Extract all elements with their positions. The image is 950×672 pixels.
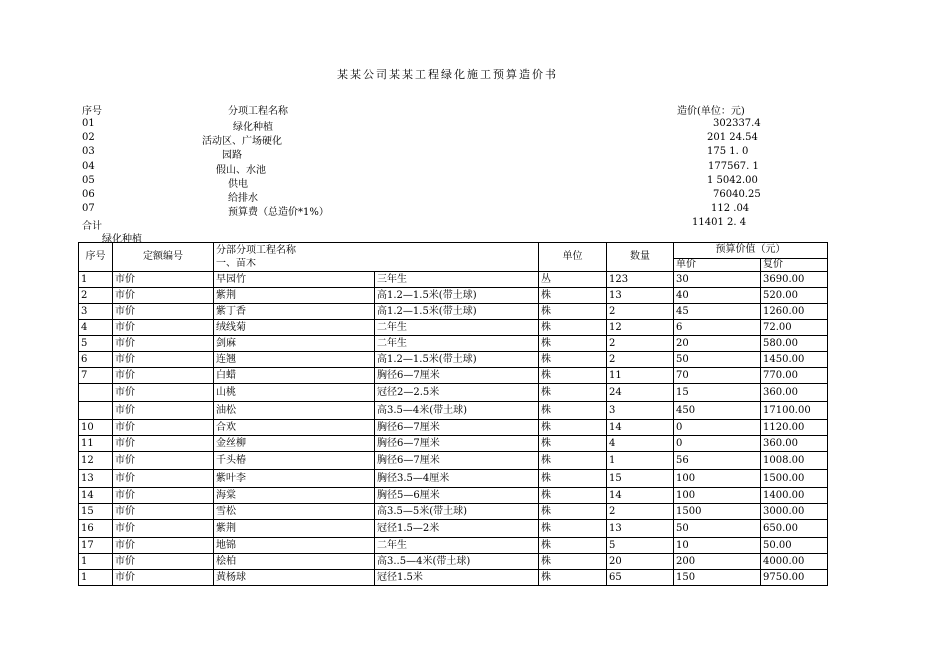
row-no: 10 [79, 419, 113, 435]
row-unit: 株 [539, 451, 607, 469]
table-row [79, 319, 828, 335]
row-qty: 13 [607, 519, 674, 537]
row-code: 市价 [113, 335, 214, 351]
summary-name: 假山、水池 [216, 165, 266, 176]
row-total: 360.00 [761, 383, 828, 401]
summary-cost: 302337.4 [713, 118, 761, 129]
summary-no: 03 [82, 146, 95, 157]
summary-name: 预算费（总造价*1%） [228, 207, 329, 218]
row-code: 市价 [113, 271, 214, 287]
row-spec: 高3.5—4米(带土球) [375, 401, 539, 419]
row-total: 770.00 [761, 367, 828, 383]
document-title: 某某公司某某工程绿化施工预算造价书 [337, 68, 558, 81]
row-spec: 胸径6—7厘米 [375, 435, 539, 451]
row-no: 2 [79, 287, 113, 303]
row-total: 1008.00 [761, 451, 828, 469]
row-unit-price: 10 [674, 537, 761, 553]
row-unit-price: 15 [674, 383, 761, 401]
row-unit-price: 56 [674, 451, 761, 469]
row-unit-price: 70 [674, 367, 761, 383]
row-total: 50.00 [761, 537, 828, 553]
row-item: 紫叶李 [214, 469, 375, 487]
table-row [79, 383, 828, 401]
row-unit: 株 [539, 401, 607, 419]
summary-no: 06 [82, 189, 95, 200]
row-unit: 株 [539, 419, 607, 435]
summary-total-value: 11401 2. 4 [692, 217, 747, 228]
row-total: 4000.00 [761, 553, 828, 569]
summary-cost: 112 .04 [711, 203, 750, 214]
row-code: 市价 [113, 569, 214, 585]
summary-name: 供电 [228, 179, 248, 190]
row-no: 4 [79, 319, 113, 335]
row-item: 白蜡 [214, 367, 375, 383]
row-item: 合欢 [214, 419, 375, 435]
summary-name: 园路 [222, 150, 242, 161]
row-unit: 株 [539, 351, 607, 367]
row-no: 12 [79, 451, 113, 469]
budget-table [78, 242, 828, 586]
table-row [79, 335, 828, 351]
row-code: 市价 [113, 519, 214, 537]
summary-name: 绿化种植 [233, 122, 273, 133]
summary-header-cost: 造价(单位：元) [677, 106, 745, 117]
row-no: 5 [79, 335, 113, 351]
row-qty: 123 [607, 271, 674, 287]
table-row [79, 469, 828, 487]
summary-row [0, 132, 950, 146]
row-no: 6 [79, 351, 113, 367]
subsection-title: 一、苗木 [214, 258, 539, 271]
summary-header-no: 序号 [82, 106, 102, 117]
row-spec: 冠径1.5—2米 [375, 519, 539, 537]
row-unit-price: 50 [674, 351, 761, 367]
summary-cost: 177567. 1 [708, 161, 759, 172]
summary-row [0, 175, 950, 189]
table-row [79, 519, 828, 537]
row-code: 市价 [113, 287, 214, 303]
header-unit: 单位 [539, 243, 607, 272]
row-qty: 3 [607, 401, 674, 419]
row-item: 海棠 [214, 487, 375, 503]
row-no: 17 [79, 537, 113, 553]
row-unit: 株 [539, 367, 607, 383]
row-spec: 胸径5—6厘米 [375, 487, 539, 503]
row-no: 11 [79, 435, 113, 451]
row-total: 520.00 [761, 287, 828, 303]
row-code: 市价 [113, 367, 214, 383]
summary-row [0, 146, 950, 160]
row-qty: 13 [607, 287, 674, 303]
row-code: 市价 [113, 503, 214, 519]
row-unit: 株 [539, 303, 607, 319]
row-code: 市价 [113, 351, 214, 367]
row-code: 市价 [113, 487, 214, 503]
summary-row [0, 118, 950, 132]
row-total: 1120.00 [761, 419, 828, 435]
section-title: 绿化种植 [102, 234, 142, 245]
row-qty: 5 [607, 537, 674, 553]
row-code: 市价 [113, 435, 214, 451]
row-total: 1500.00 [761, 469, 828, 487]
summary-cost: 201 24.54 [707, 132, 758, 143]
row-total: 17100.00 [761, 401, 828, 419]
table-body [79, 271, 828, 585]
row-qty: 2 [607, 503, 674, 519]
row-qty: 14 [607, 419, 674, 435]
row-unit: 株 [539, 503, 607, 519]
row-qty: 14 [607, 487, 674, 503]
row-code: 市价 [113, 303, 214, 319]
row-item: 黄杨球 [214, 569, 375, 585]
row-spec: 高3..5—4米(带土球) [375, 553, 539, 569]
row-no [79, 401, 113, 419]
row-unit: 株 [539, 435, 607, 451]
row-item: 桧柏 [214, 553, 375, 569]
row-spec: 高1.2—1.5米(带土球) [375, 351, 539, 367]
summary-name: 活动区、广场硬化 [202, 136, 282, 147]
row-item: 油松 [214, 401, 375, 419]
summary-no: 04 [82, 161, 95, 172]
row-total: 360.00 [761, 435, 828, 451]
row-qty: 1 [607, 451, 674, 469]
summary-row [0, 161, 950, 175]
row-total: 1400.00 [761, 487, 828, 503]
row-unit: 株 [539, 569, 607, 585]
row-spec: 胸径6—7厘米 [375, 451, 539, 469]
row-item: 紫丁香 [214, 303, 375, 319]
row-no: 1 [79, 569, 113, 585]
row-no: 15 [79, 503, 113, 519]
summary-cost: 76040.25 [713, 189, 761, 200]
row-total: 580.00 [761, 335, 828, 351]
summary-cost: 175 1. 0 [707, 146, 749, 157]
row-qty: 20 [607, 553, 674, 569]
row-no: 13 [79, 469, 113, 487]
row-unit: 株 [539, 537, 607, 553]
row-unit-price: 1500 [674, 503, 761, 519]
row-unit-price: 200 [674, 553, 761, 569]
header-unit-price: 单价 [674, 258, 761, 271]
row-item: 紫荆 [214, 287, 375, 303]
row-code: 市价 [113, 401, 214, 419]
row-spec: 胸径3.5—4厘米 [375, 469, 539, 487]
row-qty: 11 [607, 367, 674, 383]
row-unit-price: 0 [674, 419, 761, 435]
row-unit: 株 [539, 287, 607, 303]
header-price-group: 预算价值（元） [674, 243, 828, 259]
summary-no: 07 [82, 203, 95, 214]
row-unit-price: 40 [674, 287, 761, 303]
row-spec: 高1.2—1.5米(带土球) [375, 303, 539, 319]
table-row [79, 419, 828, 435]
row-qty: 24 [607, 383, 674, 401]
row-item: 地锦 [214, 537, 375, 553]
row-item: 剑麻 [214, 335, 375, 351]
row-unit-price: 100 [674, 487, 761, 503]
row-unit: 株 [539, 383, 607, 401]
table-row [79, 537, 828, 553]
header-no: 序号 [79, 243, 113, 272]
row-qty: 4 [607, 435, 674, 451]
row-spec: 胸径6—7厘米 [375, 367, 539, 383]
row-total: 1260.00 [761, 303, 828, 319]
row-spec: 二年生 [375, 335, 539, 351]
row-total: 72.00 [761, 319, 828, 335]
row-unit-price: 150 [674, 569, 761, 585]
row-unit-price: 30 [674, 271, 761, 287]
row-unit-price: 100 [674, 469, 761, 487]
row-total: 3690.00 [761, 271, 828, 287]
row-code: 市价 [113, 319, 214, 335]
row-spec: 高1.2—1.5米(带土球) [375, 287, 539, 303]
table-row [79, 287, 828, 303]
row-unit: 株 [539, 553, 607, 569]
row-spec: 二年生 [375, 319, 539, 335]
summary-header-name: 分项工程名称 [228, 106, 288, 117]
table-row [79, 553, 828, 569]
row-code: 市价 [113, 451, 214, 469]
table-row [79, 435, 828, 451]
summary-row [0, 203, 950, 217]
row-code: 市价 [113, 383, 214, 401]
table-header-row [79, 243, 828, 259]
row-unit-price: 50 [674, 519, 761, 537]
summary-cost: 1 5042.00 [707, 175, 758, 186]
row-item: 紫荆 [214, 519, 375, 537]
table-row [79, 451, 828, 469]
row-no: 7 [79, 367, 113, 383]
row-no: 16 [79, 519, 113, 537]
row-qty: 12 [607, 319, 674, 335]
row-no: 1 [79, 553, 113, 569]
row-qty: 65 [607, 569, 674, 585]
header-qty: 数量 [607, 243, 674, 272]
row-unit-price: 20 [674, 335, 761, 351]
table-row [79, 569, 828, 585]
row-qty: 15 [607, 469, 674, 487]
row-unit: 株 [539, 319, 607, 335]
row-no: 3 [79, 303, 113, 319]
row-no: 14 [79, 487, 113, 503]
row-spec: 三年生 [375, 271, 539, 287]
row-item: 雪松 [214, 503, 375, 519]
table-row [79, 367, 828, 383]
row-unit: 株 [539, 519, 607, 537]
summary-row [0, 189, 950, 203]
row-code: 市价 [113, 553, 214, 569]
row-unit: 株 [539, 335, 607, 351]
row-spec: 冠径1.5米 [375, 569, 539, 585]
table-row [79, 351, 828, 367]
row-unit-price: 6 [674, 319, 761, 335]
row-spec: 二年生 [375, 537, 539, 553]
row-spec: 冠径2—2.5米 [375, 383, 539, 401]
row-total: 1450.00 [761, 351, 828, 367]
row-unit-price: 450 [674, 401, 761, 419]
summary-no: 01 [82, 118, 95, 129]
row-unit-price: 0 [674, 435, 761, 451]
row-unit: 丛 [539, 271, 607, 287]
row-item: 绒线菊 [214, 319, 375, 335]
row-unit: 株 [539, 469, 607, 487]
row-unit-price: 45 [674, 303, 761, 319]
summary-no: 05 [82, 175, 95, 186]
summary-header [0, 102, 950, 116]
summary-name: 给排水 [228, 193, 258, 204]
summary-no: 02 [82, 132, 95, 143]
summary-total-label: 合计 [82, 221, 102, 232]
row-no [79, 383, 113, 401]
row-qty: 2 [607, 335, 674, 351]
row-item: 早园竹 [214, 271, 375, 287]
row-spec: 高3.5—5米(带土球) [375, 503, 539, 519]
row-item: 山桃 [214, 383, 375, 401]
table-row [79, 487, 828, 503]
row-item: 连翘 [214, 351, 375, 367]
header-name: 分部分项工程名称 [214, 243, 539, 259]
row-qty: 2 [607, 303, 674, 319]
row-no: 1 [79, 271, 113, 287]
row-total: 9750.00 [761, 569, 828, 585]
table-row [79, 503, 828, 519]
row-unit: 株 [539, 487, 607, 503]
row-item: 金丝柳 [214, 435, 375, 451]
summary-total-row [0, 217, 950, 231]
row-total: 3000.00 [761, 503, 828, 519]
table-row [79, 303, 828, 319]
row-code: 市价 [113, 469, 214, 487]
row-spec: 胸径6—7厘米 [375, 419, 539, 435]
row-item: 千头椿 [214, 451, 375, 469]
row-qty: 2 [607, 351, 674, 367]
header-code: 定额编号 [113, 243, 214, 272]
row-code: 市价 [113, 537, 214, 553]
table-row [79, 271, 828, 287]
row-code: 市价 [113, 419, 214, 435]
row-total: 650.00 [761, 519, 828, 537]
header-total: 复价 [761, 258, 828, 271]
table-row [79, 401, 828, 419]
